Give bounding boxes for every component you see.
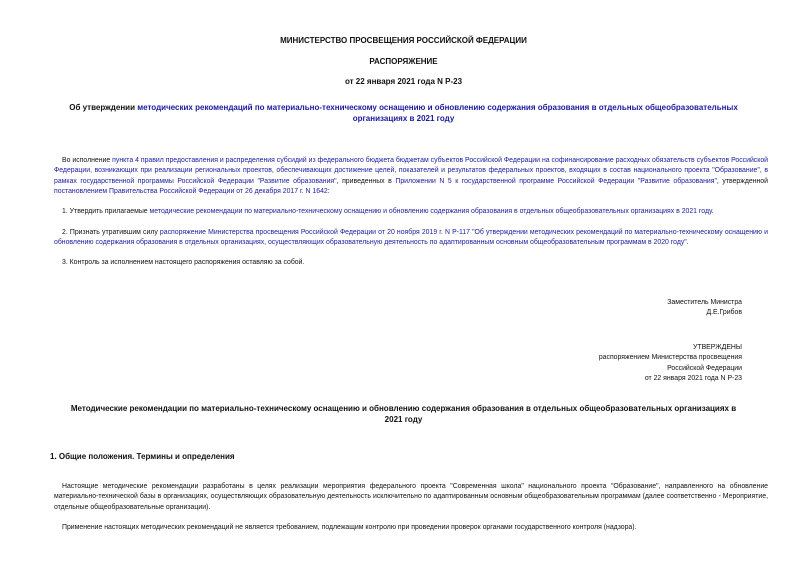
item-1-paragraph <box>54 207 768 217</box>
ministry-name: МИНИСТЕРСТВО ПРОСВЕЩЕНИЯ РОССИЙСКОЙ ФЕДЕРАЦИИ <box>280 36 527 45</box>
preamble-text-4: : <box>327 188 330 196</box>
document-type: РАСПОРЯЖЕНИЕ <box>369 57 438 66</box>
item-2-text-1: 2. Признать утратившим силу <box>62 229 160 236</box>
item-2-text-2: . <box>686 239 689 247</box>
approval-line-3: Российской Федерации <box>667 364 742 372</box>
item-2-link[interactable]: распоряжение Министерства просвещения Российской Федерации от 20 ноября 2019 г. N Р-117 "Об утверждении методических рекомендаций по материально-техническому оснащению и обновлению содержания образования в отдельных организациях, осуществляющих образовательную деятельность по адаптированным основным общеобразовательным программам в 2020 году" <box>54 229 768 247</box>
signature-name: Д.Е.Грибов <box>706 309 742 317</box>
item-1-text-2: . <box>711 208 714 215</box>
approval-line-1: УТВЕРЖДЕНЫ <box>693 344 742 351</box>
section-1-paragraph-1: Настоящие методические рекомендации разработаны в целях реализации мероприятия федерального проекта "Современная школа" национального проекта "Образование", направленного на обновление материально-технической базы в организациях, осуществляющих образовательную деятельность исключительно по адаптированным основным общеобразовательным программам (далее соответственно - Мероприятие, отдельные общеобразовательные организации). <box>54 483 768 511</box>
document-date-number: от 22 января 2021 года N Р-23 <box>344 77 463 86</box>
preamble-text-3: , утвержденной <box>716 177 768 185</box>
section-1-paragraph-2: Применение настоящих методических рекомендаций не является требованием, подлежащим контролю при проведении проверок органами государственного контроля (надзора). <box>62 524 637 531</box>
approval-line-2: распоряжением Министерства просвещения <box>598 354 742 362</box>
item-1-link[interactable]: методические рекомендации по материально-техническому оснащению и обновлению содержания образования в отдельных общеобразовательных организациях в 2021 году <box>149 208 712 215</box>
preamble-text-2: , приведенных в <box>336 177 396 185</box>
signature-position: Заместитель Министра <box>667 299 742 306</box>
preamble-paragraph <box>54 156 768 198</box>
item-1-text-1: 1. Утвердить прилагаемые <box>62 208 150 215</box>
section-1-heading: 1. Общие положения. Термины и определения <box>50 452 235 461</box>
preamble-text-1: Во исполнение <box>62 157 113 164</box>
preamble-link-appendix[interactable]: Приложении N 5 к государственной программе Российской Федерации "Развитие образования" <box>395 177 717 185</box>
preamble-link-rules[interactable]: пункта 4 правил предоставления и распределения субсидий из федерального бюджета бюджетам субъектов Российской Федерации на софинансирование расходных обязательств субъектов Российской Федерации, возникающих при реализации региональных проектов, обеспечивающих достижение целей, показателей и результатов федеральных проектов, входящих в состав национального проекта "Образование", в рамках государственной программы Российской Федерации "Развитие образования" <box>54 157 769 185</box>
signature-block <box>667 298 742 319</box>
title-prefix: Об утверждении <box>69 103 138 112</box>
item-2-paragraph <box>54 228 768 249</box>
title-link[interactable]: методических рекомендаций по материально-техническому оснащению и обновлению содержания образования в отдельных общеобразовательных организациях в 2021 году <box>137 103 738 123</box>
recommendations-title: Методические рекомендации по материально-техническому оснащению и обновлению содержания образования в отдельных общеобразовательных организациях в 2021 году <box>70 404 737 424</box>
document-title <box>60 102 747 124</box>
item-3-paragraph: 3. Контроль за исполнением настоящего распоряжения оставляю за собой. <box>62 259 305 266</box>
approval-block <box>599 343 742 385</box>
approval-line-4: от 22 января 2021 года N Р-23 <box>644 375 742 383</box>
preamble-link-decree[interactable]: постановлением Правительства Российской Федерации от 26 декабря 2017 г. N 1642 <box>54 188 328 196</box>
